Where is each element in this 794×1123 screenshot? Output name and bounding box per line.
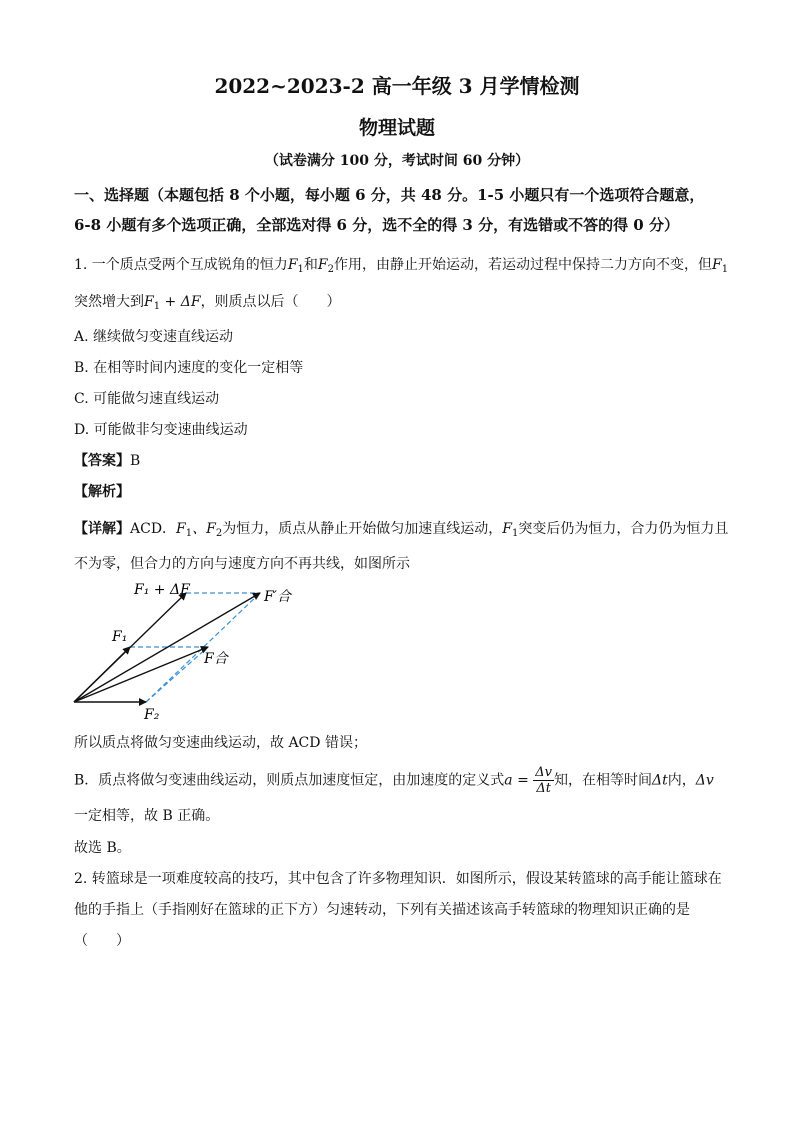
q1-option-c: C. 可能做匀速直线运动 <box>74 391 220 407</box>
math-a: a <box>504 772 513 789</box>
q1-choice: 故选 B。 <box>74 840 131 856</box>
math-f1: $F_1$ <box>287 257 304 275</box>
answer-value: B <box>130 453 141 469</box>
detail-a: ACD． <box>130 521 177 537</box>
label-f1: F₁ <box>112 629 128 645</box>
q1-b-line1: B．质点将做匀变速曲线运动，则质点加速度恒定，由加速度的定义式a = $\frac{\Delta v}{\Delta t}$ 知，在相等时间Δt内，Δv <box>74 765 714 796</box>
arrow-fhe-prime <box>74 593 260 702</box>
section-heading-line2: 6-8 小题有多个选项正确，全部选对得 6 分，选不全的得 3 分，有选错或不答的得 0 分） <box>74 216 679 234</box>
math-delta-t: Δt <box>652 772 668 789</box>
q1-stem-line1 <box>74 255 728 280</box>
b-line-c: 内， <box>667 772 696 789</box>
label-fhe: F合 <box>204 651 228 667</box>
fraction-dv-dt: $\frac{\Delta v}{\Delta t}$ <box>535 765 553 796</box>
q1-stem-line2 <box>74 292 341 317</box>
b-line-b: 知，在相等时间 <box>554 772 653 789</box>
q1-option-d: D. 可能做非匀变速曲线运动 <box>74 422 248 438</box>
math-f2: $F_2$ <box>317 257 334 275</box>
b-line-a: B．质点将做匀变速曲线运动，则质点加速度恒定，由加速度的定义式 <box>74 772 505 789</box>
q1-option-b: B. 在相等时间内速度的变化一定相等 <box>74 360 304 376</box>
force-diagram <box>70 575 300 730</box>
q1-detail-line1 <box>74 519 728 544</box>
q1-stem-b: 作用，由静止开始运动，若运动过程中保持二力方向不变，但 <box>334 257 712 273</box>
label-fhe-prime: F′合 <box>264 589 291 605</box>
detail-b: 为恒力，质点从静止开始做匀加速直线运动， <box>222 521 503 537</box>
q1-stem-a: 1. 一个质点受两个互成锐角的恒力 <box>74 257 288 273</box>
detail-c: 突变后仍为恒力，合力仍为恒力且 <box>518 521 729 537</box>
arrow-fhe <box>74 647 208 702</box>
section-heading-line1: 一、选择题（本题包括 8 个小题，每小题 6 分，共 48 分。1-5 小题只有一个选项符合题意， <box>74 186 705 204</box>
label-f2: F₂ <box>144 707 160 723</box>
q2-line1: 2. 转篮球是一项难度较高的技巧，其中包含了许多物理知识．如图所示，假设某转篮球的高手能让篮球在 <box>74 871 722 887</box>
q1-answer <box>74 451 140 471</box>
q1-conclusion: 所以质点将做匀变速曲线运动，故 ACD 错误； <box>74 735 367 751</box>
detail-label: 【详解】 <box>74 521 130 537</box>
exam-title: 2022~2023-2 高一年级 3 月学情检测 <box>214 74 580 98</box>
exam-note: （试卷满分 100 分，考试时间 60 分钟） <box>264 153 530 169</box>
q2-line2: 他的手指上（手指刚好在篮球的正下方）匀速转动，下列有关描述该高手转篮球的物理知识正确的是 <box>74 902 690 918</box>
label-f1-plus-df: F₁ + ΔF <box>134 582 190 598</box>
q1-and: 和 <box>303 257 318 273</box>
q1-stem-d: ，则质点以后（ ） <box>200 294 341 310</box>
q1-stem-c: 突然增大到 <box>74 294 144 310</box>
math-delta-v: Δv <box>695 772 714 789</box>
math-f1-f2: $F_1$、$F_2$ <box>176 521 223 539</box>
math-f1: $F_1$ <box>502 521 519 539</box>
analysis-label: 【解析】 <box>74 484 130 500</box>
q1-option-a: A. 继续做匀变速直线运动 <box>74 329 234 345</box>
math-f1-plus-df: $F_1 + \Delta F$ <box>144 294 201 312</box>
dashed-line-inner <box>146 647 208 702</box>
answer-label: 【答案】 <box>74 453 130 469</box>
q2-line3: （ ） <box>74 933 130 949</box>
q1-b-line2: 一定相等，故 B 正确。 <box>74 808 220 824</box>
subject-title: 物理试题 <box>358 117 435 139</box>
q1-detail-line2: 不为零，但合力的方向与速度方向不再共线，如图所示 <box>74 556 410 572</box>
math-f1: $F_1$ <box>712 257 729 275</box>
